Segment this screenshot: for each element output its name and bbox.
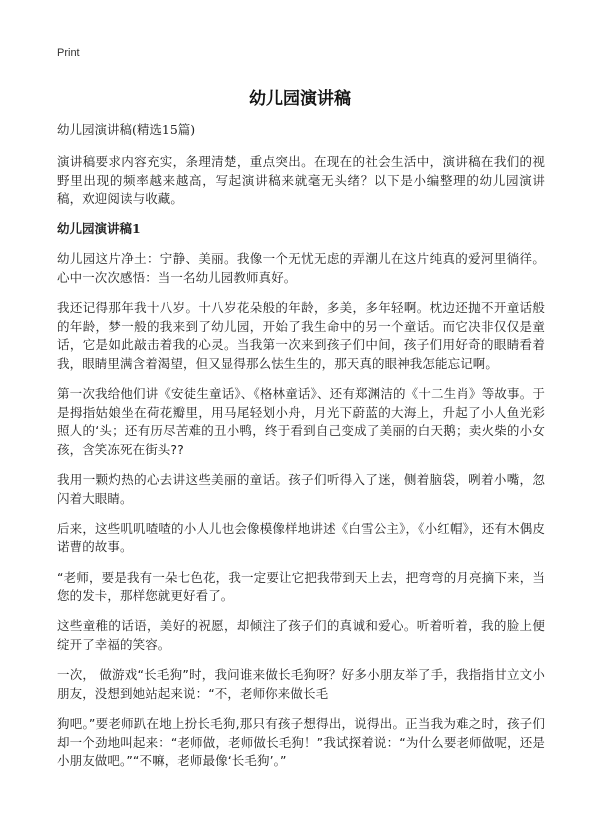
article-subtitle: 幼儿园演讲稿(精选15篇) [57, 122, 196, 137]
article-body [57, 121, 545, 782]
paragraph: “老师，要是我有一朵七色花，我一定要让它把我带到天上去，把弯弯的月亮摘下来，当您的发卡，那样您就更好看了。 [57, 569, 545, 604]
paragraph: 幼儿园这片净土：宁静、美丽。我像一个无忧无虑的弄潮儿在这片纯真的爱河里徜徉。心中一次次感悟：当一名幼儿园教师真好。 [57, 251, 545, 285]
page-title: 幼儿园演讲稿 [249, 89, 351, 109]
paragraph: 我用一颗灼热的心去讲这些美丽的童话。孩子们听得入了迷，侧着脑袋，咧着小嘴，忽闪着大眼睛。 [57, 472, 545, 506]
paragraph: 一次， 做游戏“长毛狗”时，我问谁来做长毛狗呀？好多小朋友举了手，我指指甘立文小朋友，没想到她站起来说：“不，老师你来做长毛 [57, 667, 545, 701]
print-link[interactable]: Print [57, 47, 80, 59]
intro-paragraph: 演讲稿要求内容充实，条理清楚，重点突出。在现在的社会生活中，演讲稿在我们的视野里出现的频率越来越高，写起演讲稿来就毫无头绪？以下是小编整理的幼儿园演讲稿，欢迎阅读与收藏。 [57, 154, 545, 207]
paragraph: 第一次我给他们讲《安徒生童话》、《格林童话》、还有郑渊洁的《十二生肖》等故事。于是拇指姑娘坐在荷花瓣里，用马尾轻划小舟，月光下蔚蓝的大海上，升起了小人鱼光彩照人的‘头；还有历尽苦难的丑小鸭，终于看到自己变成了美丽的白天鹅；卖火柴的小女孩，含笑冻死在街头?? [57, 386, 545, 457]
section-heading: 幼儿园演讲稿1 [57, 221, 141, 237]
paragraph: 我还记得那年我十八岁。十八岁花朵般的年龄，多美，多年轻啊。枕边还抛不开童话般的年龄，梦一般的我来到了幼儿园，开始了我生命中的另一个童话。而它决非仅仅是童话，它是如此敲击着我的心灵。当我第一次来到孩子们中间，孩子们用好奇的眼睛看着我，眼睛里满含着渴望，但又显得那么怯生生的，那天真的眼神我怎能忘记啊。 [57, 300, 545, 371]
paragraph: 狗吧。”要老师趴在地上扮长毛狗,那只有孩子想得出，说得出。正当我为难之时，孩子们却一个劲地叫起来：“老师做，老师做长毛狗！”我试探着说：“为什么要老师做呢，还是小朋友做吧。”“不嘛，老师最像‘长毛狗’。” [57, 716, 545, 769]
paragraph: 这些童稚的话语，美好的祝愿，却倾注了孩子们的真诚和爱心。听着听着，我的脸上便绽开了幸福的笑容。 [57, 618, 545, 653]
paragraph: 后来，这些叽叽喳喳的小人儿也会像模像样地讲述《白雪公主》，《小红帽》，还有木偶皮诺曹的故事。 [57, 520, 545, 555]
